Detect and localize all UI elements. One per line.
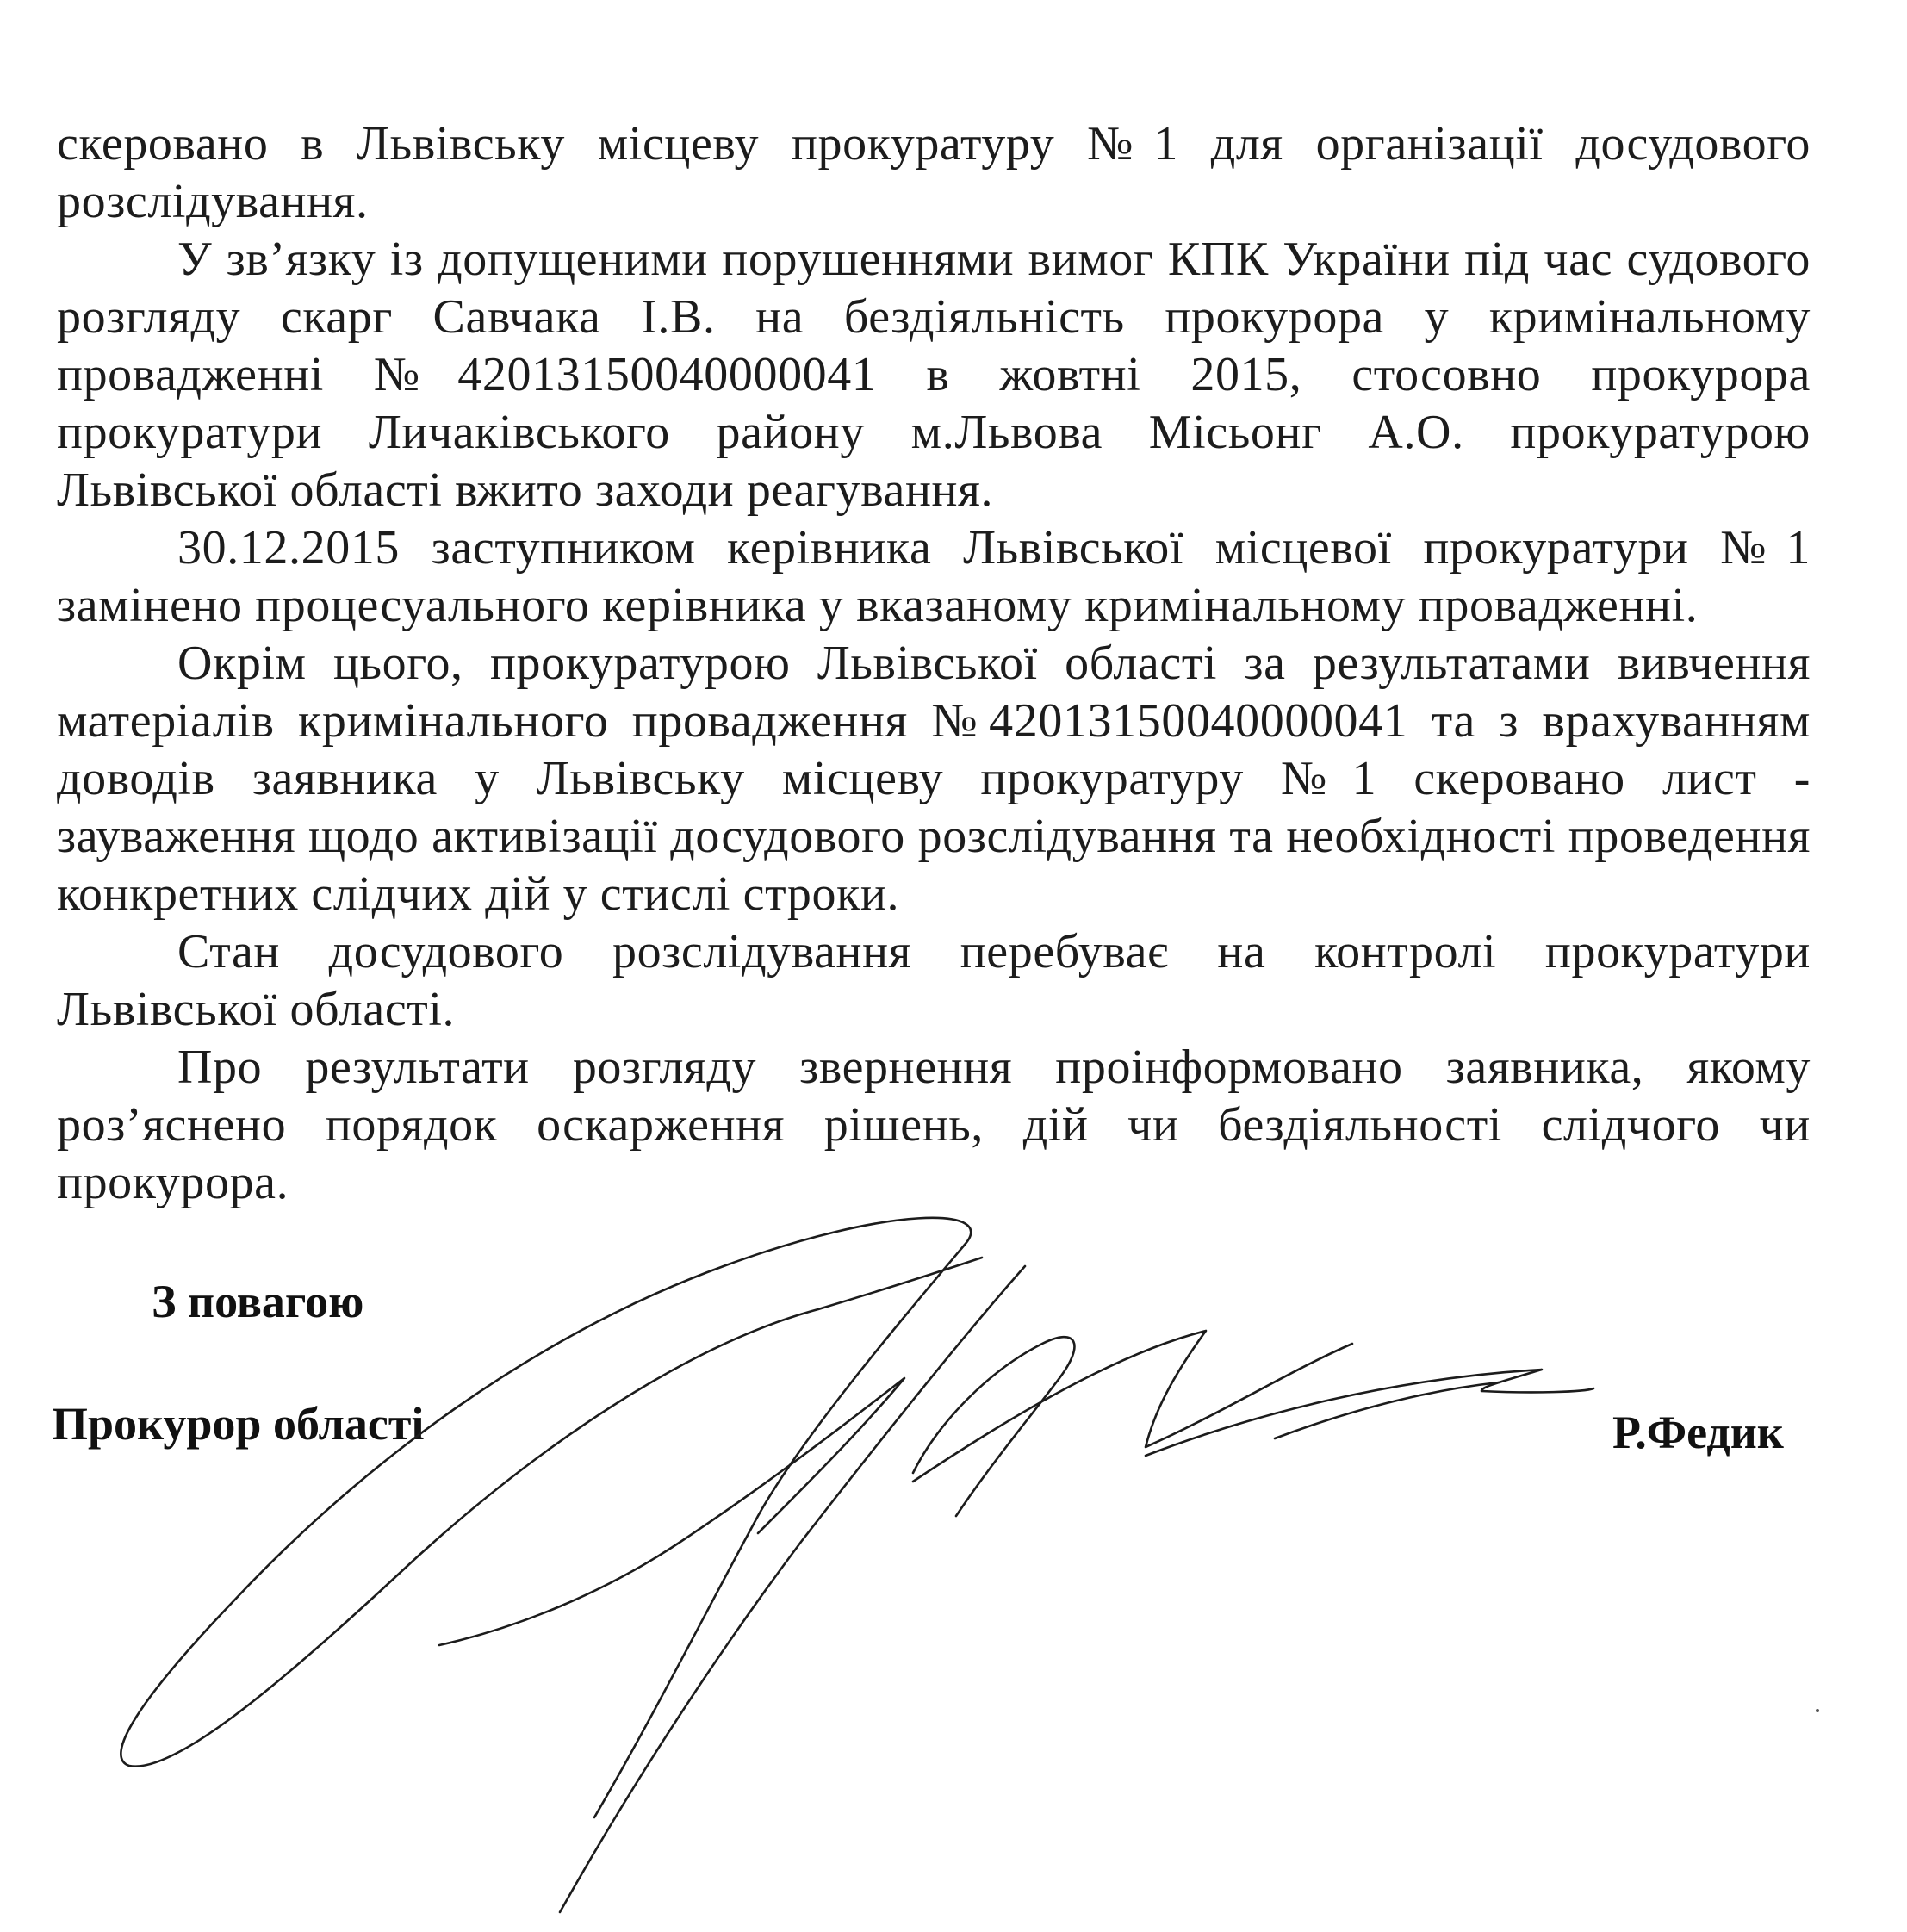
paragraph-letter-remarks: Окрім цього, прокуратурою Львівської області за результатами вивчення матеріалів кримінального провадження №42013150040000041 та з врахуванням доводів заявника у Львівську місцеву прокуратуру №1 скеровано лист - зауваження щодо активізації досудового розслідування та необхідності проведення конкретних слідчих дій у стислі строки. (57, 637, 1811, 921)
salutation: З повагою (152, 1276, 364, 1327)
paragraph-continuation: скеровано в Львівську місцеву прокуратуру №1 для організації досудового розслідування. (57, 117, 1811, 228)
letter-body (57, 115, 1811, 1212)
scan-speck (1816, 1709, 1819, 1712)
signer-position: Прокурор області (52, 1398, 425, 1450)
signer-name: Р.Федик (1612, 1407, 1784, 1458)
paragraph-replacement: 30.12.2015 заступником керівника Львівської місцевої прокуратури №1 замінено процесуального керівника у вказаному кримінальному провадженні. (57, 521, 1811, 632)
paragraph-informed: Про результати розгляду звернення проінформовано заявника, якому роз’яснено порядок оскарження рішень, дій чи бездіяльності слідчого чи прокурора. (57, 1041, 1811, 1209)
paragraph-control: Стан досудового розслідування перебуває на контролі прокуратури Львівської області. (57, 925, 1811, 1036)
paragraph-violations: У зв’язку із допущеними порушеннями вимог КПК України під час судового розгляду скарг Савчака І.В. на бездіяльність прокурора у кримінальному провадженні №42013150040000041 в жовтні 2015, стосовно прокурора прокуратури Личаківського району м.Львова Місьонг А.О. прокуратурою Львівської області вжито заходи реагування. (57, 233, 1811, 517)
